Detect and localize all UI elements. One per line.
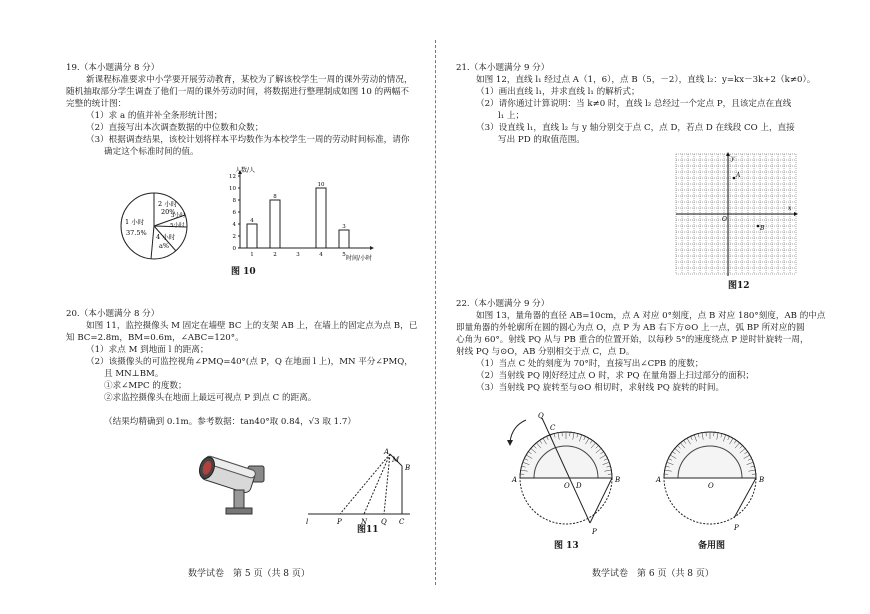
- bar-data-label: 4: [250, 218, 254, 224]
- figure-13-protractor: [502, 412, 636, 542]
- y-tick-label: 10: [229, 186, 236, 192]
- right-page-footer: 数学试卷 第 6 页（共 8 页）: [592, 569, 714, 579]
- sight-line-MN: [364, 454, 390, 514]
- q21-part-3a: （3）设直线 l₁，直线 l₂ 与 y 轴分别交于点 C，点 D，若点 D 在线段 CO 上，直接: [476, 123, 795, 133]
- q22-heading: 22.（本小题满分 9 分）: [456, 299, 550, 309]
- q22-line-3: 心角为 60°。射线 PQ 从与 PB 重合的位置开始，以每秒 5°的速度绕点 P 逆时针旋转一周，: [456, 335, 809, 345]
- sight-line-MP: [340, 454, 390, 514]
- bar: [339, 230, 349, 248]
- y-tick-label: 4: [232, 222, 236, 228]
- bar-chart-bars: [247, 182, 349, 248]
- pie-label: 20%: [161, 208, 176, 216]
- figure-12-caption: 图12: [728, 281, 750, 291]
- q22-part-2: （2）当射线 PQ 刚好经过点 O 时，求 PQ 在量角器上扫过部分的面积；: [476, 371, 754, 381]
- y-tick-label: 6: [232, 210, 236, 216]
- grid-label: x: [788, 205, 792, 212]
- grid-label: O: [722, 216, 727, 223]
- point-label: C: [550, 424, 556, 432]
- x-tick-label: 2: [273, 252, 277, 258]
- point-label: M: [392, 456, 400, 464]
- pie-label: 2 小时: [158, 200, 178, 208]
- x-tick-label: 5: [342, 252, 346, 258]
- q20-line-1: 如图 11，监控摄像头 M 固定在墙壁 BC 上的支架 AB 上，在墙上的固定点为点 B，已: [86, 321, 418, 331]
- pie-label: a%: [159, 242, 170, 250]
- point-label: A: [384, 448, 390, 456]
- q19-intro-2: 随机抽取部分学生调查了他们一周的课外劳动时间，将数据进行整理制成如图 10 的两幅不: [66, 87, 409, 97]
- q21-part-2a: （2）请你通过计算说明：当 k≠0 时，直线 l₂ 总经过一个定点 P，且该定点在直线: [476, 99, 792, 109]
- right-page: [436, 0, 870, 614]
- q20-note: （结果均精确到 0.1m。参考数据：tan40°取 0.84，√3 取 1.7）: [104, 417, 356, 427]
- figure-11-caption: 图11: [357, 525, 379, 535]
- point-label: O: [564, 482, 570, 490]
- x-tick-label: 4: [319, 252, 323, 258]
- pie-chart: [116, 188, 196, 268]
- bar-xlabel: 时间/小时: [346, 255, 373, 262]
- bar-data-label: 10: [317, 182, 325, 188]
- bar: [247, 224, 257, 248]
- pie-divider-line: [151, 226, 154, 259]
- point-label: O: [708, 482, 714, 490]
- grid-label: y: [731, 155, 735, 162]
- bar-data-label: 8: [273, 194, 277, 200]
- q20-sub-1: ①求∠MPC 的度数；: [104, 381, 187, 391]
- point-label: Q: [381, 518, 387, 526]
- x-tick-label: 3: [296, 252, 300, 258]
- q21-part-1: （1）画出直线 l₁，并求直线 l₁ 的解析式；: [476, 87, 640, 97]
- q19-intro-3: 完整的统计图：: [66, 99, 127, 109]
- bar: [270, 200, 280, 248]
- spare-protractor: [650, 412, 770, 542]
- y-tick-label: 8: [232, 198, 236, 204]
- q22-line-1: 如图 13，量角器的直径 AB=10cm，点 A 对应 0°刻度，点 B 对应 180°刻度，AB 的中点: [476, 311, 826, 321]
- q21-part-2b: l₁ 上；: [498, 111, 525, 121]
- figure-13-caption: 图 13: [554, 541, 579, 551]
- x-axis-arrow-icon: [370, 246, 374, 250]
- y-tick-label: 0: [232, 246, 236, 252]
- point-label: P: [734, 524, 739, 532]
- grid-label: B: [760, 225, 765, 232]
- q19-heading: 19.（本小题满分 8 分）: [66, 63, 160, 73]
- q19-part-3b: 确定这个标准时间的值。: [104, 147, 199, 157]
- point-label: C: [399, 518, 405, 526]
- y-tick-label: 2: [232, 234, 236, 240]
- q21-line-1: 如图 12，直线 l₁ 经过点 A（1，6），点 B（5，－2），直线 l₂：y=kx－3k+2（k≠0）。: [476, 75, 816, 85]
- q22-part-3: （3）当射线 PQ 旋转至与⊙O 相切时，求射线 PQ 旋转的时间。: [476, 383, 725, 393]
- point-label: P: [337, 518, 342, 526]
- q19-part-1: （1）求 a 的值并补全条形统计图；: [86, 111, 223, 121]
- q20-part-2b: 且 MN⊥BM。: [104, 369, 164, 379]
- bar-data-label: 3: [342, 224, 346, 230]
- bar-ylabel: 人数/人: [235, 167, 256, 174]
- q20-heading: 20.（本小题满分 8 分）: [66, 309, 160, 319]
- point-label: B: [615, 476, 621, 484]
- q21-heading: 21.（本小题满分 9 分）: [456, 63, 550, 73]
- point-label: N: [361, 518, 368, 526]
- point-B: [757, 225, 760, 228]
- point-label: l: [306, 518, 309, 526]
- grid-label: A: [736, 172, 741, 179]
- pie-label: 3小时: [171, 213, 186, 219]
- segment-PB: [590, 478, 612, 523]
- point-label: B: [405, 464, 411, 472]
- bar-chart: [222, 166, 382, 268]
- point-label: A: [512, 476, 518, 484]
- camera-illustration: [196, 452, 274, 518]
- q20-sub-2: ②求监控摄像头在地面上最远可视点 P 到点 C 的距离。: [104, 393, 317, 403]
- point-label: P: [592, 528, 597, 536]
- sight-line-MQ: [384, 454, 390, 514]
- q19-part-3a: （3）根据调查结果，该校计划将样本平均数作为本校学生一周的劳动时间标准，请你: [86, 135, 410, 145]
- q19-part-2: （2）直接写出本次调查数据的中位数和众数；: [86, 123, 264, 133]
- pie-label: 1 小时: [125, 218, 145, 226]
- point-label: Q: [538, 412, 544, 420]
- q19-intro-1: 新课程标准要求中小学要开展劳动教育，某校为了解该校学生一周的课外劳动的情况，: [86, 75, 413, 85]
- pie-label: 37.5%: [126, 229, 147, 237]
- figure-10-caption: 图 10: [231, 267, 256, 277]
- pie-label: 5小时: [170, 223, 185, 229]
- rotation-arrow-icon: [507, 440, 513, 446]
- spare-figure-caption: 备用图: [698, 541, 726, 551]
- q22-part-1: （1）当点 C 处的刻度为 70°时，直接写出∠CPB 的度数；: [476, 359, 704, 369]
- q20-part-1: （1）求点 M 到地面 l 的距离；: [86, 345, 209, 355]
- q21-part-3b: 写出 PD 的取值范围。: [498, 135, 585, 145]
- figure-11-diagram: [298, 444, 418, 528]
- q22-line-4: 射线 PQ 与⊙O，AB 分别相交于点 C，点 D。: [456, 347, 635, 357]
- point-label: A: [656, 476, 662, 484]
- rotation-arrow: [510, 420, 526, 442]
- left-page-footer: 数学试卷 第 5 页（共 8 页）: [188, 569, 310, 579]
- pie-label: 4 小时: [156, 233, 176, 241]
- figure-12-grid: [674, 152, 798, 280]
- point-label: B: [759, 476, 765, 484]
- bar: [316, 188, 326, 248]
- segment-PB: [734, 478, 756, 518]
- q22-line-2: 即量角器的外轮廓所在圆的圆心为点 O，点 P 为 AB 右下方⊙O 上一点，弧 BP 所对应的圆: [456, 323, 805, 333]
- y-tick-label: 12: [229, 174, 236, 180]
- point-label: D: [576, 482, 582, 490]
- q20-line-2: 知 BC=2.8m，BM=0.6m，∠ABC=120°。: [66, 333, 244, 343]
- point-A: [733, 177, 736, 180]
- q20-part-2a: （2）该摄像头的可监控视角∠PMQ=40°(点 P，Q 在地面 l 上)，MN 平分∠PMQ，: [86, 357, 413, 367]
- x-tick-label: 1: [250, 252, 254, 258]
